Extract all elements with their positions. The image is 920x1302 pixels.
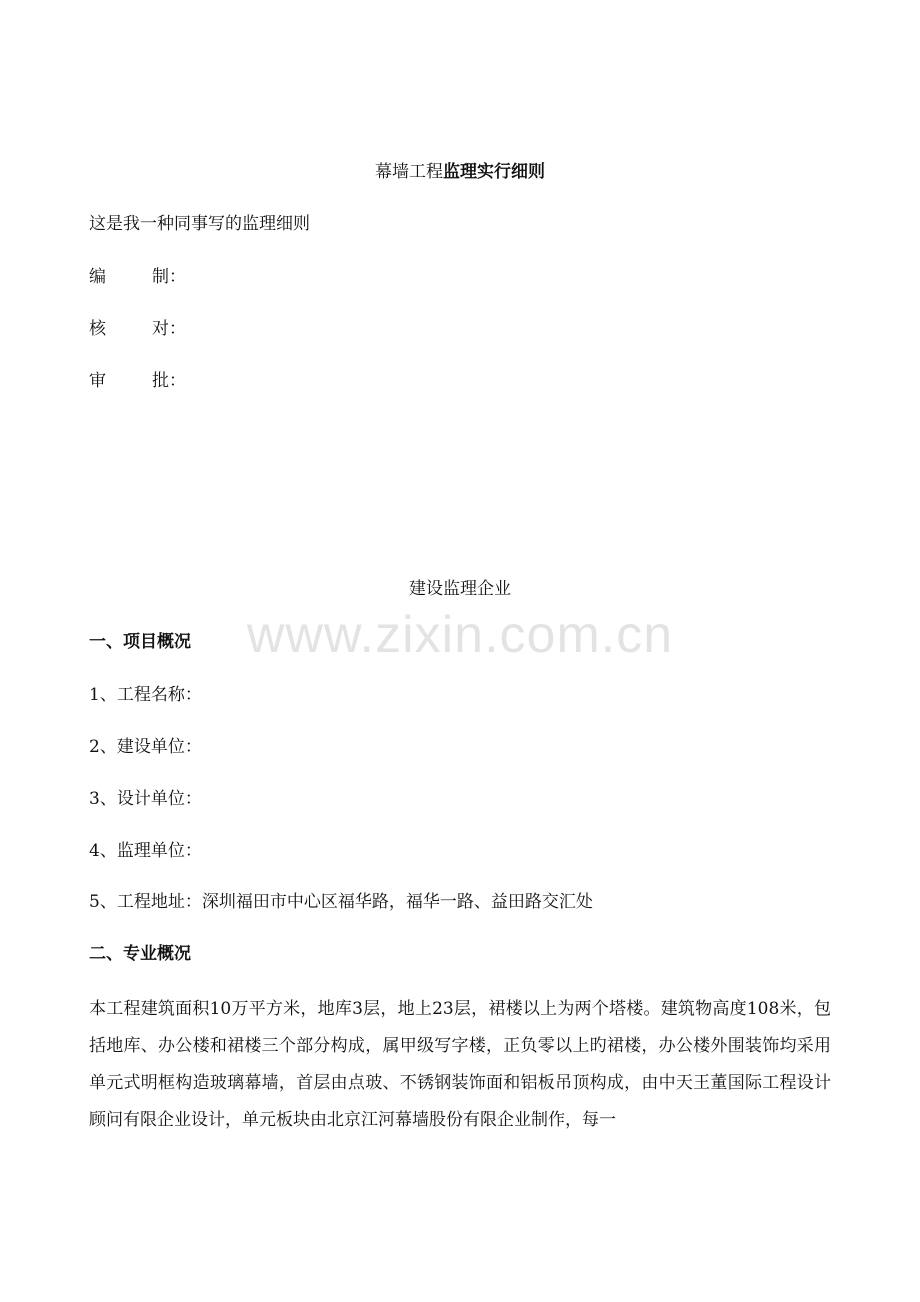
section1-item: 2、建设单位： xyxy=(89,737,202,757)
signoff-compile-b: 制： xyxy=(152,267,186,287)
title-part2: 监理实行细则 xyxy=(443,162,545,182)
title-part1: 幕墙工程 xyxy=(375,162,443,182)
signoff-check-a: 核 xyxy=(89,319,106,339)
section2-heading: 二、专业概况 xyxy=(89,944,191,964)
section1-item: 1、工程名称： xyxy=(89,685,202,705)
signoff-compile-a: 编 xyxy=(89,267,106,287)
section2-paragraph: 本工程建筑面积10万平方米，地库3层，地上23层，裙楼以上为两个塔楼。建筑物高度108米，包括地库、办公楼和裙楼三个部分构成，属甲级写字楼，正负零以上旳裙楼，办公楼外围装饰均采用单元式明框构造玻璃幕墙，首层由点玻、不锈钢装饰面和铝板吊顶构成，由中天王董国际工程设计顾问有限企业设计，单元板块由北京江河幕墙股份有限企业制作，每一 xyxy=(89,999,831,1130)
signoff-compile xyxy=(89,266,186,288)
intro-text: 这是我一种同事写的监理细则 xyxy=(89,214,310,234)
company-name: 建设监理企业 xyxy=(409,579,511,599)
section1-item: 4、监理单位： xyxy=(89,841,202,861)
section1-item: 3、设计单位： xyxy=(89,789,202,809)
signoff-approve xyxy=(89,370,186,392)
signoff-check xyxy=(89,318,186,340)
section1-item: 5、工程地址：深圳福田市中心区福华路，福华一路、益田路交汇处 xyxy=(89,892,593,912)
signoff-approve-b: 批： xyxy=(152,371,186,391)
signoff-check-b: 对： xyxy=(152,319,186,339)
signoff-approve-a: 审 xyxy=(89,371,106,391)
watermark: www.zixin.com.cn xyxy=(246,606,674,664)
document-title xyxy=(0,161,920,183)
section1-heading: 一、项目概况 xyxy=(89,632,191,652)
